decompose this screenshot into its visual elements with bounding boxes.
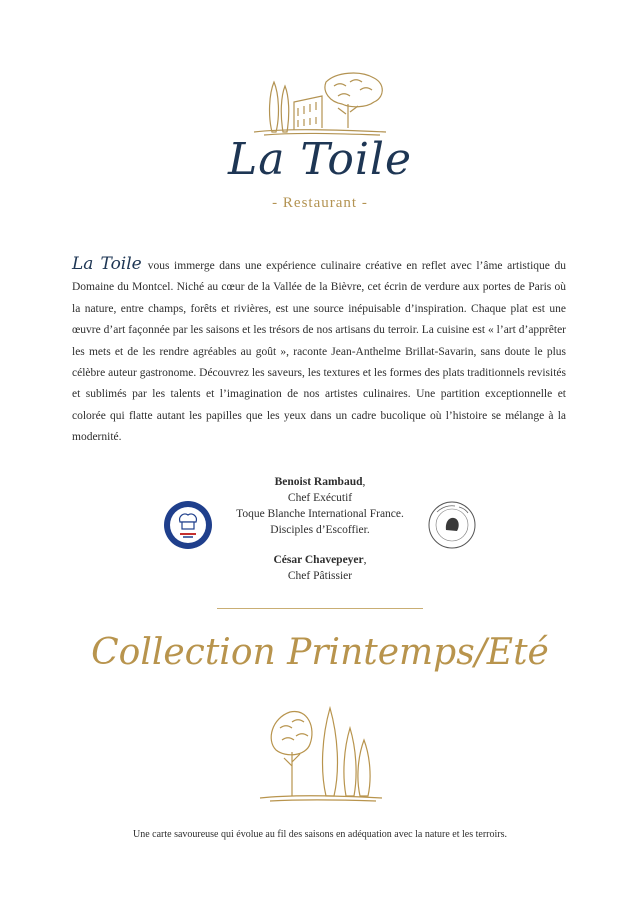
chef1-affiliation: Toque Blanche International France.	[236, 508, 404, 520]
intro-brand-wordmark: La Toile	[72, 254, 142, 274]
chefs-block: Benoist Rambaud, Chef Exécutif Toque Blanche International France. Disciples d’Escoffier. César Chavepeyer, Chef Pâtissier	[0, 474, 640, 584]
logo-subtitle: - Restaurant -	[272, 195, 368, 211]
footer-tagline: Une carte savoureuse qui évolue au fil des saisons en adéquation avec la nature et les terroirs.	[132, 829, 508, 840]
collection-title: Collection Printemps/Eté	[91, 632, 549, 673]
landscape-illustration-icon	[250, 68, 390, 138]
trees-illustration-icon	[256, 700, 386, 805]
chef2-title: Chef Pâtissier	[287, 570, 353, 582]
intro-text: vous immerge dans une expérience culinaire créative en reflet avec l’âme artistique du Domaine du Montcel. Niché au cœur de la Vallée de la Bièvre, cet écrin de verdure aux portes de Paris où la nature, entre champs, forêts et rivières, est une source inépuisable d’inspiration. Chaque plat est une œuvre d’art façonnée par les saisons et les trésors de nos artisans du terroir. La cuisine est « l’art d’apprêter les mets et de les rendre agréables au goût », raconte Jean-Anthelme Brillat-Savarin, sans doute le plus célèbre auteur gastronome. Découvrez les saveurs, les textures et les formes des plats traditionnels revisités et sublimés par les talents et l’imagination de nos artistes culinaires. Une partition exceptionnelle et colorée qui flatte autant les papilles que les yeux dans un cadre bucolique où l’histoire se mélange à la modernité.	[72, 260, 566, 444]
chef1-title: Chef Exécutif	[287, 492, 353, 504]
chef2-name: César Chavepeyer	[273, 554, 364, 566]
chef1-affiliation-2: Disciples d’Escoffier.	[270, 524, 370, 536]
logo-wordmark: La Toile	[227, 134, 413, 185]
section-divider	[217, 608, 423, 609]
disciples-escoffier-seal-icon	[427, 500, 477, 550]
toque-blanche-badge-icon	[163, 500, 213, 550]
intro-paragraph	[72, 254, 566, 449]
chef1-name: Benoist Rambaud	[274, 476, 363, 488]
